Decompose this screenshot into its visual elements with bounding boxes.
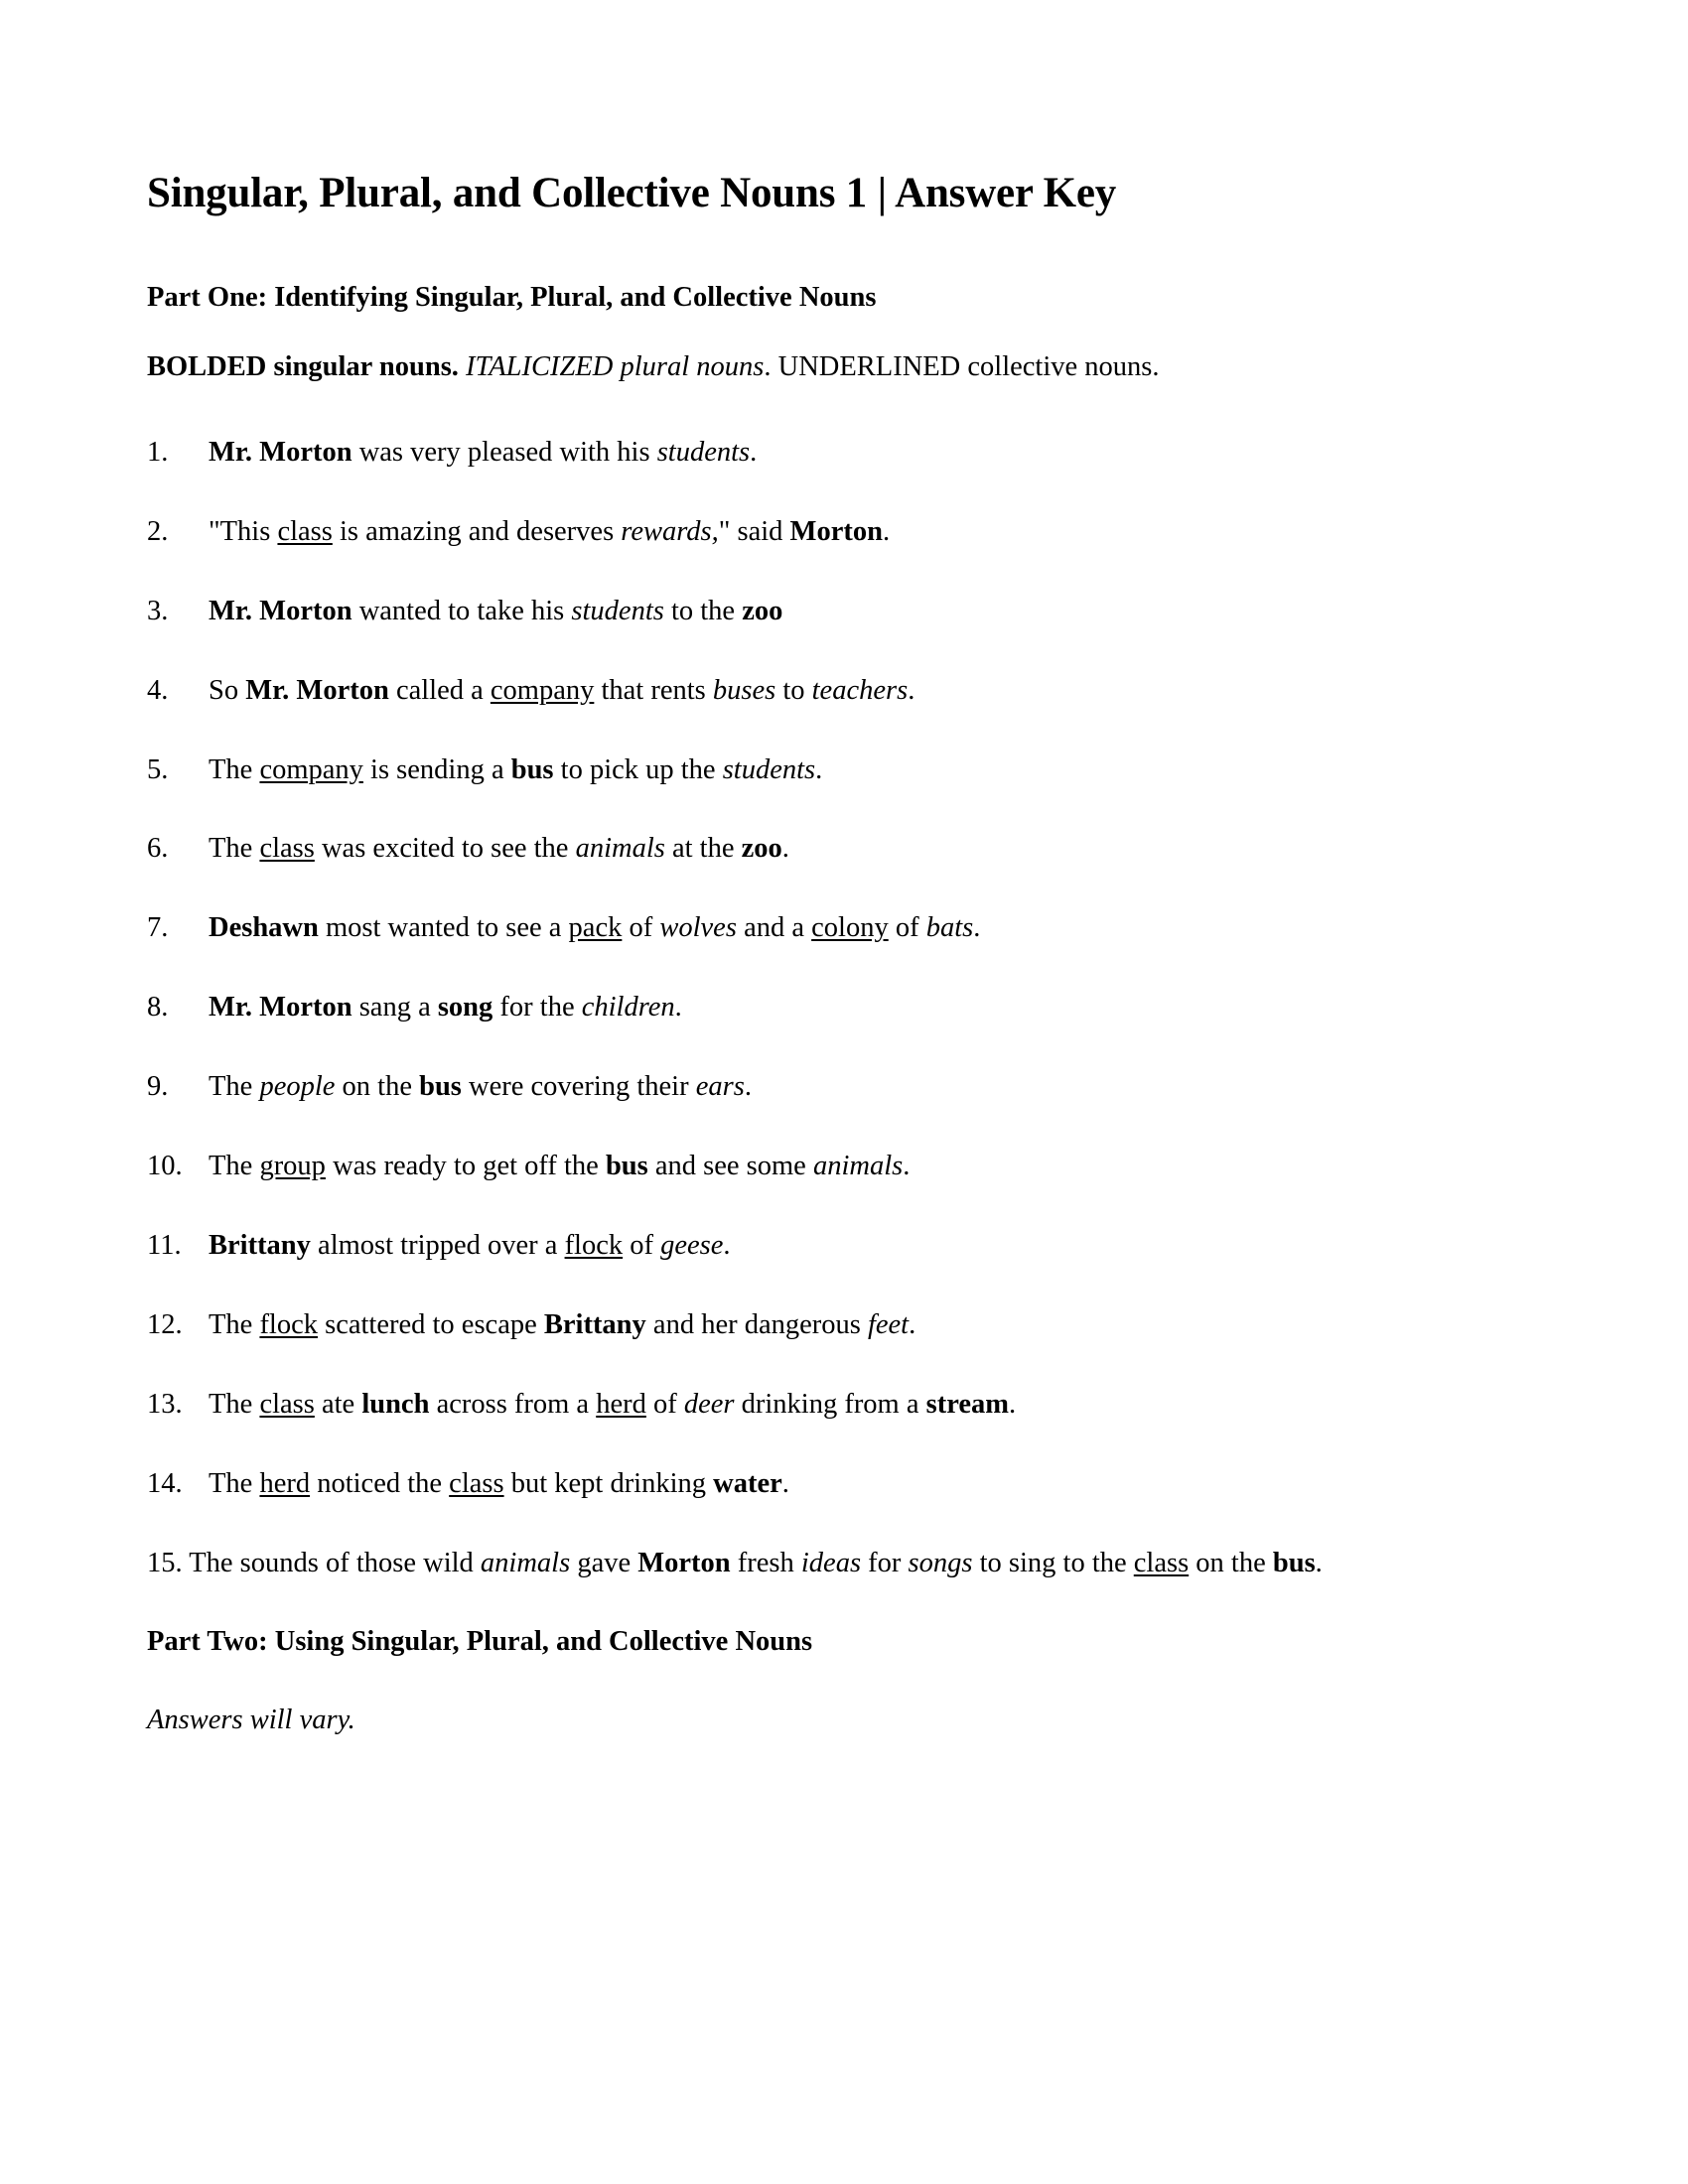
answer-item-number: 5. <box>147 753 169 785</box>
answer-item-15 <box>147 1544 1468 1582</box>
noun-segment-plain: . <box>1315 1548 1323 1579</box>
noun-segment-collective: class <box>1133 1548 1190 1579</box>
answer-item-text <box>209 1468 789 1499</box>
noun-segment-plain: 15. The sounds of those wild <box>147 1548 481 1579</box>
answer-item <box>147 672 1489 710</box>
legend-bolded-text: singular nouns. <box>266 351 467 383</box>
noun-segment-plain: of <box>645 1388 684 1420</box>
noun-segment-plural: students <box>656 436 751 468</box>
answer-item <box>147 1148 1489 1185</box>
noun-segment-plain: that rents <box>594 674 713 706</box>
noun-segment-plain: was excited to see the <box>314 833 576 865</box>
answer-item-text <box>209 675 914 706</box>
noun-segment-plural: deer <box>683 1388 735 1420</box>
noun-segment-plain: most wanted to see a <box>318 912 569 944</box>
answer-item-number: 8. <box>147 992 169 1024</box>
noun-segment-plain: . <box>674 992 682 1024</box>
noun-segment-collective: herd <box>259 1467 311 1499</box>
noun-segment-plain: . <box>909 1308 916 1340</box>
noun-segment-plain: to the <box>663 595 743 626</box>
noun-segment-plain: ate <box>314 1388 362 1420</box>
noun-segment-plain: on the <box>1189 1548 1273 1579</box>
legend-italicized-text: . <box>764 351 778 383</box>
answer-item-text <box>209 1230 731 1261</box>
noun-segment-singular: Morton <box>789 515 883 547</box>
noun-segment-plain: called a <box>388 674 491 706</box>
noun-segment-collective: company <box>259 753 363 785</box>
part-two-heading: Part Two: Using Singular, Plural, and Collective Nouns <box>147 1625 813 1657</box>
part-one-heading: Part One: Identifying Singular, Plural, and Collective Nouns <box>147 282 877 314</box>
answer-item <box>147 909 1489 947</box>
noun-segment-plain: across from a <box>429 1388 597 1420</box>
noun-segment-collective: herd <box>596 1388 646 1420</box>
noun-segment-plural: geese <box>660 1229 724 1261</box>
answer-item-number: 13. <box>147 1388 183 1420</box>
answer-item <box>147 751 1489 789</box>
noun-segment-plain: " said <box>718 515 790 547</box>
noun-segment-plain: for <box>861 1548 909 1579</box>
noun-segment-plural: bats <box>925 912 974 944</box>
noun-segment-plain: noticed the <box>310 1467 450 1499</box>
noun-segment-plain: The <box>209 1467 260 1499</box>
noun-segment-plain: is amazing and deserves <box>332 515 622 547</box>
page-title: Singular, Plural, and Collective Nouns 1 | Answer Key <box>147 170 1117 216</box>
noun-segment-singular: Mr. Morton <box>209 992 352 1024</box>
noun-segment-plain: . <box>1009 1388 1017 1420</box>
answer-item-text <box>209 992 682 1023</box>
noun-segment-plain: So <box>209 674 246 706</box>
answer-item <box>147 593 1489 630</box>
noun-segment-singular: bus <box>605 1150 648 1181</box>
noun-segment-collective: flock <box>259 1308 318 1340</box>
noun-segment-plain: . <box>903 1150 911 1181</box>
answer-key-legend <box>147 347 1428 387</box>
noun-segment-plain: but kept drinking <box>503 1467 714 1499</box>
noun-segment-plural: ideas <box>800 1548 862 1579</box>
noun-segment-plain: . <box>781 833 789 865</box>
noun-segment-plural: ears <box>695 1071 745 1103</box>
noun-segment-plain: sang a <box>352 992 438 1024</box>
answer-item-number: 10. <box>147 1150 183 1181</box>
noun-segment-collective: flock <box>564 1229 624 1261</box>
noun-segment-singular: water <box>713 1467 782 1499</box>
answer-item <box>147 1306 1489 1344</box>
noun-segment-plain: The <box>209 1071 260 1103</box>
answer-item-number: 12. <box>147 1308 183 1340</box>
noun-segment-plural: students <box>571 595 664 626</box>
noun-segment-plural: songs <box>908 1548 973 1579</box>
noun-segment-plain: was very pleased with his <box>352 436 657 468</box>
noun-segment-plain: of <box>888 912 926 944</box>
noun-segment-plural: students <box>722 753 816 785</box>
noun-segment-singular: Deshawn <box>209 912 319 944</box>
noun-segment-singular: lunch <box>361 1388 430 1420</box>
answer-item <box>147 1465 1489 1503</box>
answer-item-number: 9. <box>147 1071 169 1103</box>
answer-item <box>147 989 1489 1026</box>
answer-item-number: 6. <box>147 833 169 865</box>
answer-item <box>147 1068 1489 1106</box>
noun-segment-plain: . <box>973 912 981 944</box>
noun-segment-plural: teachers <box>811 674 909 706</box>
noun-segment-singular: bus <box>1272 1548 1316 1579</box>
noun-segment-plain: . <box>781 1467 789 1499</box>
answer-item-number: 2. <box>147 515 169 547</box>
legend-underlined-text: collective nouns. <box>960 351 1160 383</box>
answer-item-text <box>209 596 782 626</box>
legend-underlined-label: UNDERLINED <box>777 351 961 383</box>
answer-item-number: 3. <box>147 595 169 626</box>
answer-item <box>147 1227 1489 1265</box>
legend-bolded-label: BOLDED <box>147 351 267 383</box>
noun-segment-collective: colony <box>811 912 889 944</box>
noun-segment-singular: Mr. Morton <box>209 436 352 468</box>
noun-segment-singular: Mr. Morton <box>209 595 352 626</box>
noun-segment-plain: of <box>622 912 660 944</box>
answers-list <box>147 434 1489 1502</box>
answer-item <box>147 830 1489 868</box>
noun-segment-singular: zoo <box>742 595 783 626</box>
noun-segment-plain: The <box>209 833 260 865</box>
noun-segment-singular: Mr. Morton <box>245 674 389 706</box>
noun-segment-plain: at the <box>664 833 742 865</box>
noun-segment-plural: buses <box>712 674 776 706</box>
noun-segment-singular: Morton <box>637 1548 731 1579</box>
answer-item-number: 7. <box>147 912 169 944</box>
answer-item-number: 14. <box>147 1467 183 1499</box>
noun-segment-collective: class <box>449 1467 504 1499</box>
noun-segment-collective: company <box>490 674 595 706</box>
noun-segment-plain: to sing to the <box>972 1548 1134 1579</box>
noun-segment-plain: . <box>744 1071 752 1103</box>
noun-segment-collective: class <box>259 833 315 865</box>
noun-segment-singular: stream <box>925 1388 1009 1420</box>
noun-segment-singular: Brittany <box>209 1229 311 1261</box>
answer-item-text <box>209 912 980 943</box>
noun-segment-plain: The <box>209 1308 260 1340</box>
answer-item-text <box>209 1309 915 1340</box>
answer-item-text <box>209 1151 910 1181</box>
part-two-answer: Answers will vary. <box>147 1704 355 1735</box>
noun-segment-plain: . <box>723 1229 731 1261</box>
answer-item-text <box>209 1071 752 1102</box>
noun-segment-plain: scattered to escape <box>318 1308 544 1340</box>
answer-item <box>147 1386 1489 1424</box>
noun-segment-plain: and see some <box>647 1150 813 1181</box>
noun-segment-plain: to <box>775 674 812 706</box>
noun-segment-plural: animals <box>812 1150 904 1181</box>
answer-item-number: 11. <box>147 1229 182 1261</box>
noun-segment-singular: Brittany <box>543 1308 646 1340</box>
noun-segment-singular: song <box>437 992 493 1024</box>
noun-segment-plain: to pick up the <box>553 753 723 785</box>
noun-segment-collective: class <box>277 515 333 547</box>
answer-item-number: 1. <box>147 436 169 468</box>
noun-segment-plain: The <box>209 753 260 785</box>
noun-segment-plain: gave <box>570 1548 638 1579</box>
noun-segment-plural: children <box>581 992 675 1024</box>
noun-segment-plain: The <box>209 1150 260 1181</box>
noun-segment-plain: . <box>750 436 758 468</box>
noun-segment-collective: group <box>259 1150 326 1181</box>
noun-segment-plural: wolves <box>659 912 737 944</box>
answer-item-text <box>209 1389 1016 1420</box>
noun-segment-collective: class <box>259 1388 315 1420</box>
noun-segment-singular: zoo <box>741 833 782 865</box>
noun-segment-plain: . <box>908 674 915 706</box>
answer-item-number: 4. <box>147 674 169 706</box>
noun-segment-plain: were covering their <box>461 1071 696 1103</box>
legend-italicized-label: ITALICIZED plural nouns <box>466 351 765 383</box>
noun-segment-plain: fresh <box>730 1548 801 1579</box>
noun-segment-plain: on the <box>335 1071 420 1103</box>
noun-segment-collective: pack <box>568 912 623 944</box>
noun-segment-plain: and her dangerous <box>645 1308 868 1340</box>
answer-item <box>147 434 1489 472</box>
answer-item-text <box>209 754 822 785</box>
noun-segment-singular: bus <box>510 753 554 785</box>
noun-segment-plain: of <box>623 1229 661 1261</box>
noun-segment-singular: bus <box>419 1071 462 1103</box>
noun-segment-plain: . <box>815 753 823 785</box>
noun-segment-plain: drinking from a <box>734 1388 926 1420</box>
noun-segment-plain: wanted to take his <box>352 595 572 626</box>
answer-item <box>147 513 1489 551</box>
noun-segment-plural: feet <box>867 1308 910 1340</box>
noun-segment-plural: animals <box>480 1548 571 1579</box>
answer-item-text <box>209 516 890 547</box>
noun-segment-plural: people <box>259 1071 336 1103</box>
noun-segment-plural: rewards, <box>621 515 719 547</box>
noun-segment-plain: and a <box>736 912 812 944</box>
noun-segment-plain: for the <box>492 992 582 1024</box>
answer-item-text <box>209 437 757 468</box>
noun-segment-plural: animals <box>575 833 665 865</box>
noun-segment-plain: The <box>209 1388 260 1420</box>
answer-item-text <box>209 833 789 864</box>
noun-segment-plain: "This <box>209 515 278 547</box>
noun-segment-plain: is sending a <box>362 753 511 785</box>
noun-segment-plain: . <box>882 515 891 547</box>
noun-segment-plain: was ready to get off the <box>325 1150 606 1181</box>
noun-segment-plain: almost tripped over a <box>310 1229 565 1261</box>
